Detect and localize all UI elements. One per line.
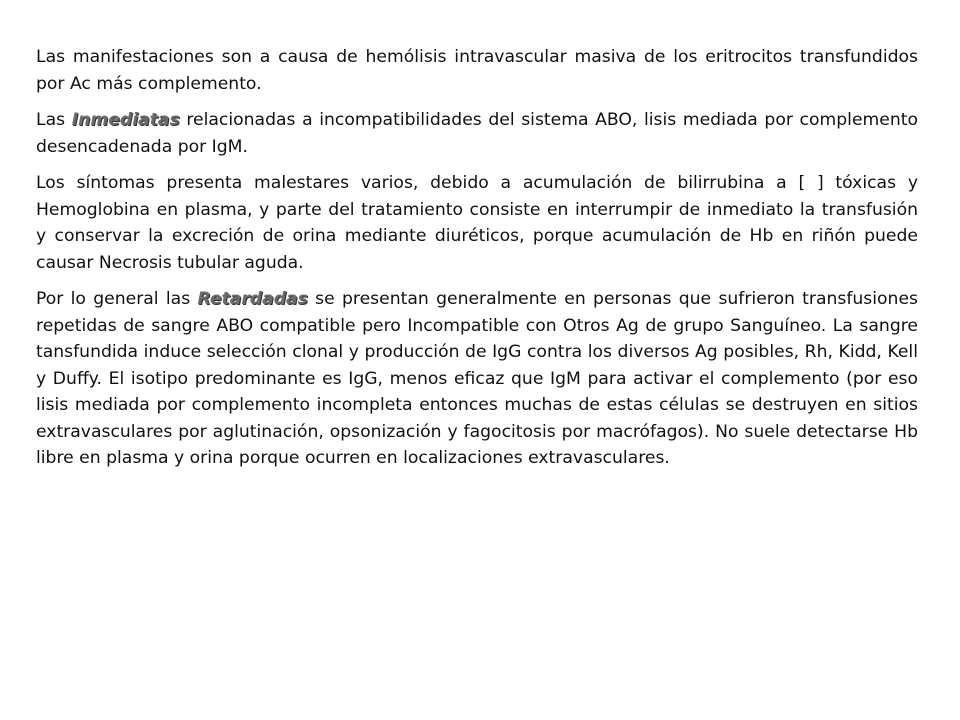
paragraph-manifestaciones-text: Las manifestaciones son a causa de hemólisis intravascular masiva de los eritrocitos transfundidos por Ac más complemento. <box>36 47 918 94</box>
paragraph-retardadas-text: se presentan generalmente en personas que sufrieron transfusiones repetidas de sangre ABO compatible pero Incompatible con Otros Ag de grupo Sanguíneo. La sangre tansfundida induce selección clonal y producción de IgG contra los diversos Ag posibles, Rh, Kidd, Kell y Duffy. El isotipo predominante es IgG, menos eficaz que IgM para activar el complemento (por eso lisis mediada por complemento incompleta entonces muchas de estas células se destruyen en sitios extravasculares por aglutinación, opsonización y fagocitosis por macrófagos). No suele detectarse Hb libre en plasma y orina porque ocurren en localizaciones extravasculares. <box>36 289 918 468</box>
paragraph-retardadas <box>36 286 918 472</box>
paragraph-inmediatas-text: relacionadas a incompatibilidades del sistema ABO, lisis mediada por complemento desencadenada por IgM. <box>36 110 918 157</box>
term-inmediatas: Inmediatas <box>71 110 180 130</box>
paragraph-manifestaciones <box>36 44 918 97</box>
paragraph-inmediatas <box>36 107 918 160</box>
term-retardadas: Retardadas <box>197 289 308 309</box>
paragraph-retardadas-lead: Por lo general las <box>36 289 198 309</box>
slide-body <box>36 44 918 482</box>
paragraph-inmediatas-lead: Las <box>36 110 72 130</box>
paragraph-sintomas <box>36 170 918 276</box>
paragraph-sintomas-text: Los síntomas presenta malestares varios, debido a acumulación de bilirrubina a [ ] tóxicas y Hemoglobina en plasma, y parte del tratamiento consiste en interrumpir de inmediato la transfusión y conservar la excreción de orina mediante diuréticos, porque acumulación de Hb en riñón puede causar Necrosis tubular aguda. <box>36 173 918 273</box>
